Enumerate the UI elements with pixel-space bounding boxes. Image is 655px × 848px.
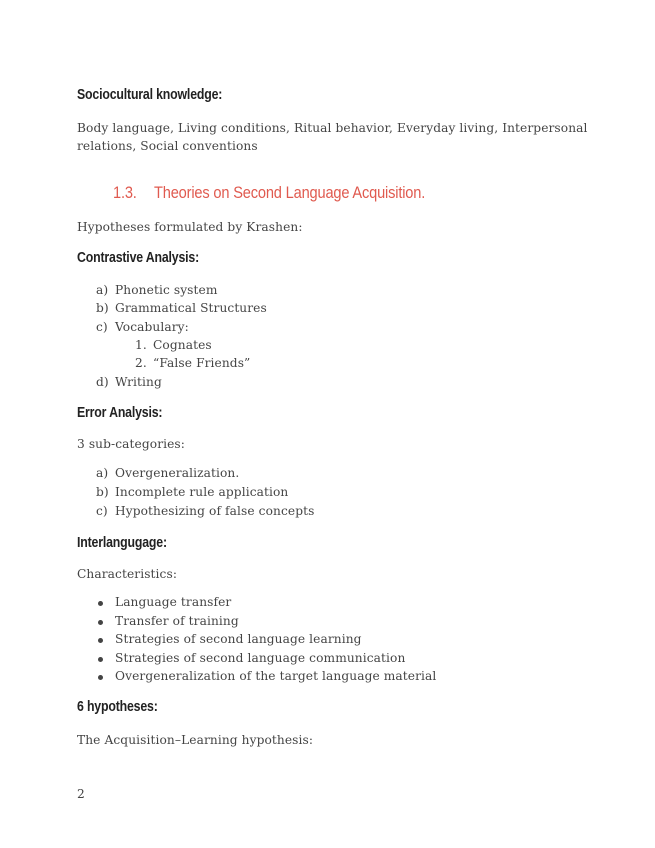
acquisition-learning-text: The Acquisition–Learning hypothesis:: [77, 733, 314, 747]
bullet-icon: [98, 675, 103, 680]
interlanguage-intro: Characteristics:: [77, 567, 178, 581]
sociocultural-heading: Sociocultural knowledge:: [77, 87, 223, 103]
bullet-icon: [98, 657, 103, 662]
page-number: 2: [77, 787, 85, 801]
sociocultural-text-line-2: relations, Social conventions: [77, 139, 258, 153]
list-marker: b): [96, 485, 109, 499]
contrastive-heading: Contrastive Analysis:: [77, 250, 200, 266]
section-number: 1.3.: [113, 183, 137, 202]
sublist-item: “False Friends”: [153, 356, 251, 370]
error-analysis-heading: Error Analysis:: [77, 405, 163, 421]
list-item: Writing: [115, 375, 162, 389]
list-marker: a): [96, 466, 109, 480]
hypotheses-heading: 6 hypotheses:: [77, 699, 158, 715]
sublist-marker: 1.: [135, 338, 147, 352]
list-marker: c): [96, 504, 108, 518]
section-title: Theories on Second Language Acquisition.: [154, 183, 426, 202]
list-marker: b): [96, 301, 109, 315]
bullet-icon: [98, 638, 103, 643]
list-item: Overgeneralization.: [115, 466, 240, 480]
list-marker: d): [96, 375, 109, 389]
list-item: Strategies of second language learning: [115, 632, 362, 646]
list-item: Overgeneralization of the target language material: [115, 669, 437, 683]
list-item: Hypothesizing of false concepts: [115, 504, 315, 518]
list-item: Phonetic system: [115, 283, 218, 297]
list-item: Strategies of second language communication: [115, 651, 406, 665]
list-item: Transfer of training: [115, 614, 239, 628]
error-analysis-intro: 3 sub-categories:: [77, 437, 185, 451]
krashen-intro: Hypotheses formulated by Krashen:: [77, 220, 303, 234]
list-item: Language transfer: [115, 595, 232, 609]
list-item: Incomplete rule application: [115, 485, 289, 499]
bullet-icon: [98, 620, 103, 625]
list-item: Grammatical Structures: [115, 301, 267, 315]
sublist-item: Cognates: [153, 338, 212, 352]
list-item: Vocabulary:: [115, 320, 189, 334]
interlanguage-heading: Interlangugage:: [77, 535, 167, 551]
list-marker: c): [96, 320, 108, 334]
sublist-marker: 2.: [135, 356, 147, 370]
bullet-icon: [98, 601, 103, 606]
sociocultural-text-line-1: Body language, Living conditions, Ritual behavior, Everyday living, Interpersonal: [77, 121, 588, 135]
list-marker: a): [96, 283, 109, 297]
